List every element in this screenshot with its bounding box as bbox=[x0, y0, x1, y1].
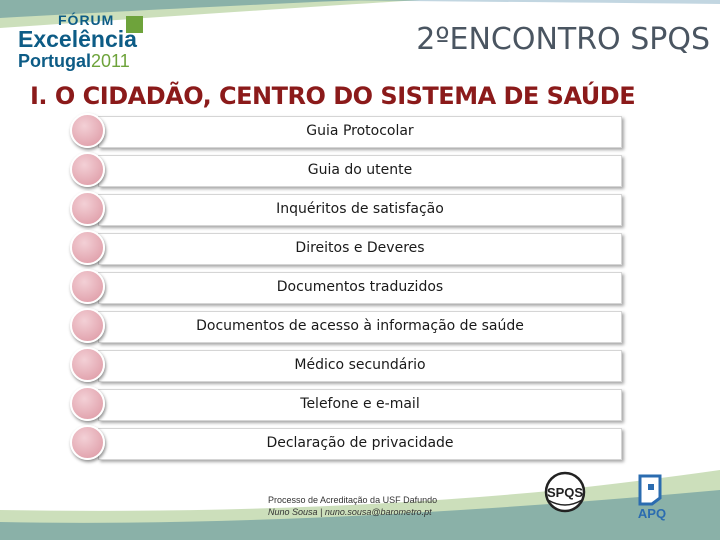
list-item[interactable] bbox=[70, 113, 630, 147]
logo-portugal-text: Portugal bbox=[18, 51, 92, 71]
item-label: Documentos de acesso à informação de saúde bbox=[196, 318, 524, 334]
item-label: Guia Protocolar bbox=[306, 123, 414, 139]
item-label: Documentos traduzidos bbox=[276, 279, 444, 295]
list-item[interactable] bbox=[70, 152, 630, 186]
list-item[interactable] bbox=[70, 386, 630, 420]
footer-line-author: Nuno Sousa | nuno.sousa@barometro.pt bbox=[268, 507, 432, 517]
footer-line-process: Processo de Acreditação da USF Dafundo bbox=[268, 495, 438, 505]
list-item[interactable] bbox=[70, 308, 630, 342]
logo-line-portugal bbox=[18, 50, 130, 72]
item-label: Guia do utente bbox=[307, 162, 413, 178]
logo-line-forum: FÓRUM bbox=[58, 12, 115, 28]
spqs-logo bbox=[530, 470, 600, 530]
spqs-emblem-icon bbox=[530, 470, 600, 520]
list-item[interactable] bbox=[70, 347, 630, 381]
item-label: Direitos e Deveres bbox=[295, 240, 425, 256]
spqs-logo-text: SPQS bbox=[546, 485, 584, 500]
apq-logo-text: APQ bbox=[637, 506, 667, 521]
item-label: Declaração de privacidade bbox=[266, 435, 454, 451]
forum-excelencia-logo bbox=[8, 8, 140, 74]
list-item[interactable] bbox=[70, 191, 630, 225]
list-item[interactable] bbox=[70, 230, 630, 264]
logo-year: 2011 bbox=[91, 51, 130, 71]
item-label: Médico secundário bbox=[294, 357, 426, 373]
item-label: Inquéritos de satisfação bbox=[276, 201, 444, 217]
apq-logo bbox=[612, 470, 714, 530]
logo-line-excelencia: Excelência bbox=[18, 26, 137, 52]
apq-emblem-icon bbox=[612, 470, 714, 522]
event-title: 2ºENCONTRO SPQS bbox=[416, 22, 710, 57]
list-item[interactable] bbox=[70, 269, 630, 303]
item-label: Telefone e e-mail bbox=[300, 396, 420, 412]
list-item[interactable] bbox=[70, 425, 630, 459]
section-title: I. O CIDADÃO, CENTRO DO SISTEMA DE SAÚDE bbox=[30, 82, 636, 110]
footer-credits bbox=[268, 494, 437, 518]
